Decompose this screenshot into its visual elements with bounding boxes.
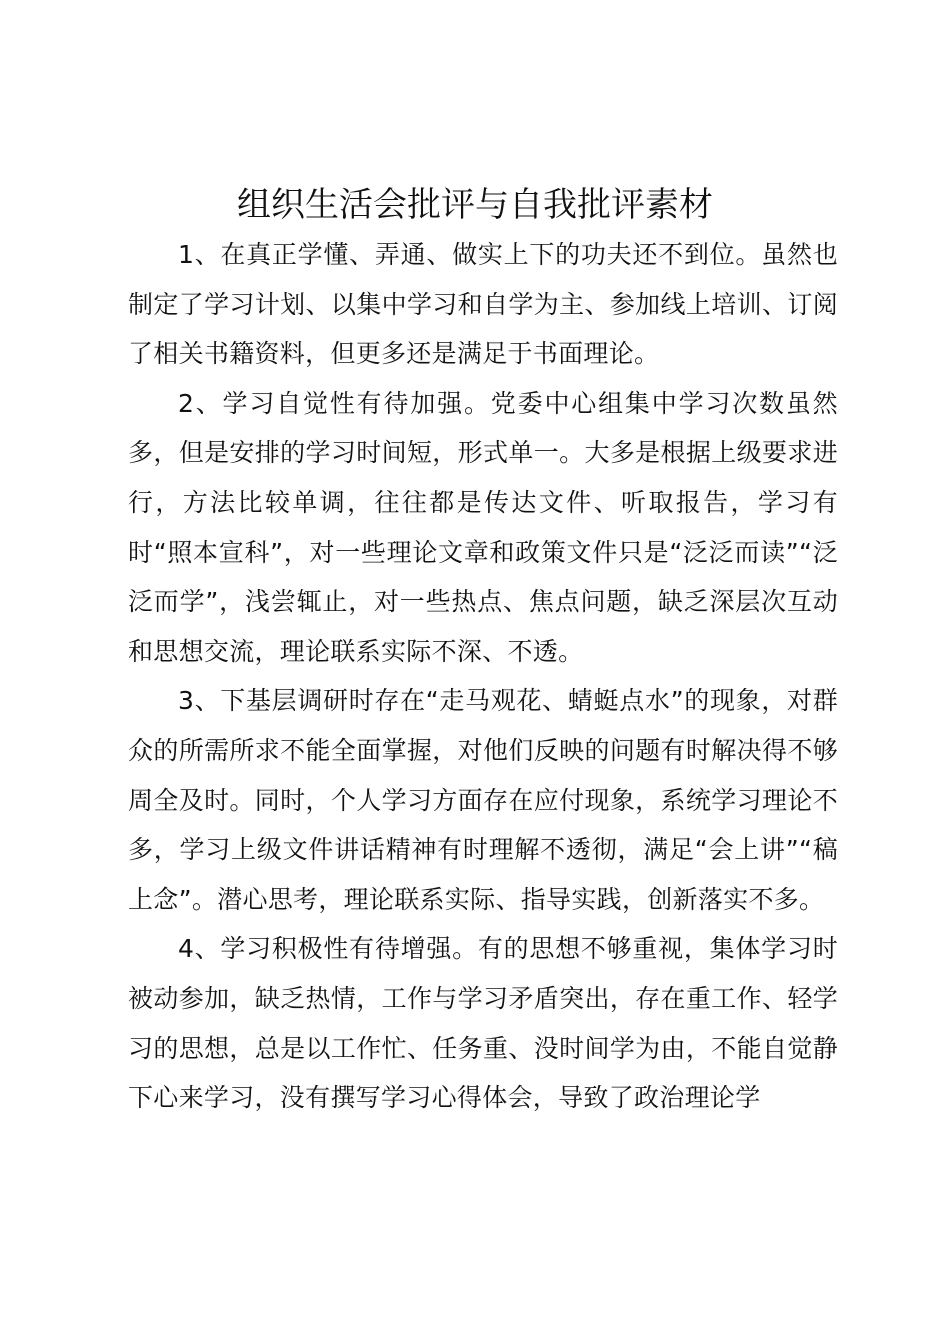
document-title: 组织生活会批评与自我批评素材: [237, 185, 713, 225]
paragraph-3: 3、下基层调研时存在“走马观花、蜻蜓点水”的现象，对群众的所需所求不能全面掌握，对他们反映的问题有时解决得不够周全及时。同时，个人学习方面存在应付现象，系统学习理论不多，学习上级文件讲话精神有时理解不透彻，满足“会上讲”“稿上念”。潜心思考，理论联系实际、指导实践，创新落实不多。: [128, 686, 838, 914]
paragraph-4: 4、学习积极性有待增强。有的思想不够重视，集体学习时被动参加，缺乏热情，工作与学习矛盾突出，存在重工作、轻学习的思想，总是以工作忙、任务重、没时间学为由，不能自觉静下心来学习，没有撰写学习心得体会，导致了政治理论学: [128, 934, 838, 1113]
paragraph-2: 2、学习自觉性有待加强。党委中心组集中学习次数虽然多，但是安排的学习时间短，形式单一。大多是根据上级要求进行，方法比较单调，往往都是传达文件、听取报告，学习有时“照本宣科”，对一些理论文章和政策文件只是“泛泛而读”“泛泛而学”，浅尝辄止，对一些热点、焦点问题，缺乏深层次互动和思想交流，理论联系实际不深、不透。: [128, 388, 838, 666]
paragraph-1: 1、在真正学懂、弄通、做实上下的功夫还不到位。虽然也制定了学习计划、以集中学习和自学为主、参加线上培训、订阅了相关书籍资料，但更多还是满足于书面理论。: [128, 240, 838, 369]
document-body: [128, 230, 838, 1123]
